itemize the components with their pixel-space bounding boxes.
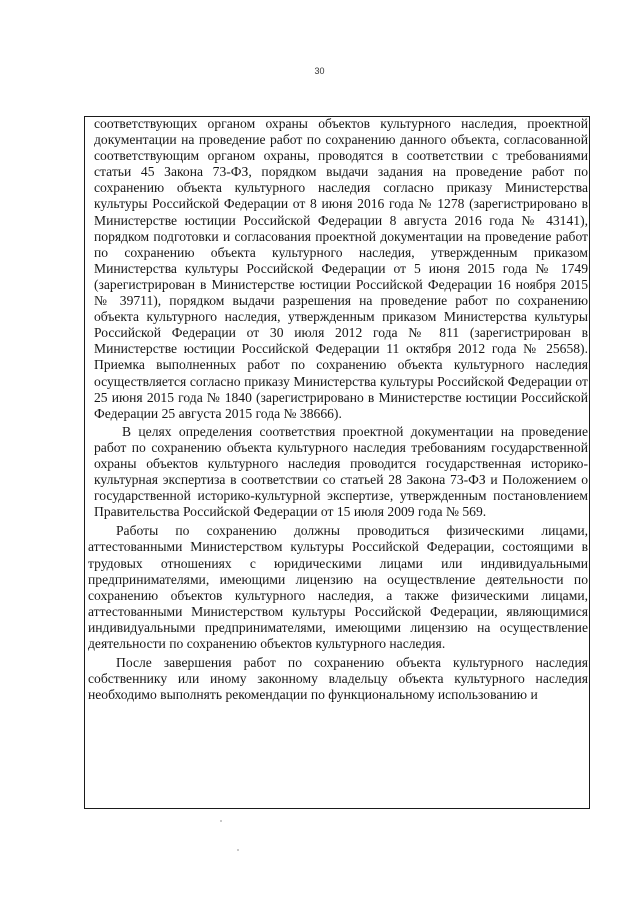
paragraph-certified-persons: Работы по сохранению должны проводиться физическими лицами, аттестованными Министерством культуры Российской Федерации, состоящими в трудовых отношениях с юридическими лицами или индивидуальными предпринимателями, имеющими лицензию на осуществление деятельности по сохранению объектов культурного наследия, а также физическими лицами, аттестованными Министерством культуры Российской Федерации, являющимися индивидуальными предпринимателями, имеющими лицензию на осуществление деятельности по сохранению объектов культурного наследия. xyxy=(88,523,588,651)
paragraph-historical-cultural-expertise: В целях определения соответствия проектной документации на проведение работ по сохранению объекта культурного наследия требованиям государственной охраны объектов культурного наследия проводится государственная историко-культурная экспертиза в соответствии со статьей 28 Закона 73-ФЗ и Положением о государственной историко-культурной экспертизе, утвержденным постановлением Правительства Российской Федерации от 15 июля 2009 года № 569. xyxy=(94,423,588,520)
document-body xyxy=(84,116,592,812)
scan-speck xyxy=(237,849,239,851)
scan-speck xyxy=(220,820,222,822)
paragraph-heritage-works-regulations: соответствующих органом охраны объектов культурного наследия, проектной документации на проведение работ по сохранению данного объекта, согласованной соответствующим органом охраны, проводятся в соответствии с требованиями статьи 45 Закона 73-ФЗ, порядком выдачи задания на проведение работ по сохранению объекта культурного наследия согласно приказу Министерства культуры Российской Федерации от 8 июня 2016 года № 1278 (зарегистрировано в Министерстве юстиции Российской Федерации 8 августа 2016 года № 43141), порядком подготовки и согласования проектной документации на проведение работ по сохранению объекта культурного наследия, утвержденным приказом Министерства культуры Российской Федерации от 5 июня 2015 года № 1749 (зарегистрирован в Министерстве юстиции Российской Федерации 16 ноября 2015 № 39711), порядком выдачи разрешения на проведение работ по сохранению объекта культурного наследия, утвержденным приказом Министерства культуры Российской Федерации от 30 июля 2012 года № 811 (зарегистрирован в Министерстве юстиции Российской Федерации 11 октября 2012 года № 25658). Приемка выполненных работ по сохранению объекта культурного наследия осуществляется согласно приказу Министерства культуры Российской Федерации от 25 июня 2015 года № 1840 (зарегистрировано в Министерстве юстиции Российской Федерации 25 августа 2015 года № 38666). xyxy=(94,116,588,421)
page-number: 30 xyxy=(314,66,325,76)
paragraph-after-completion: После завершения работ по сохранению объекта культурного наследия собственнику или иному законному владельцу объекта культурного наследия необходимо выполнять рекомендации по функциональному использованию и xyxy=(88,655,588,703)
